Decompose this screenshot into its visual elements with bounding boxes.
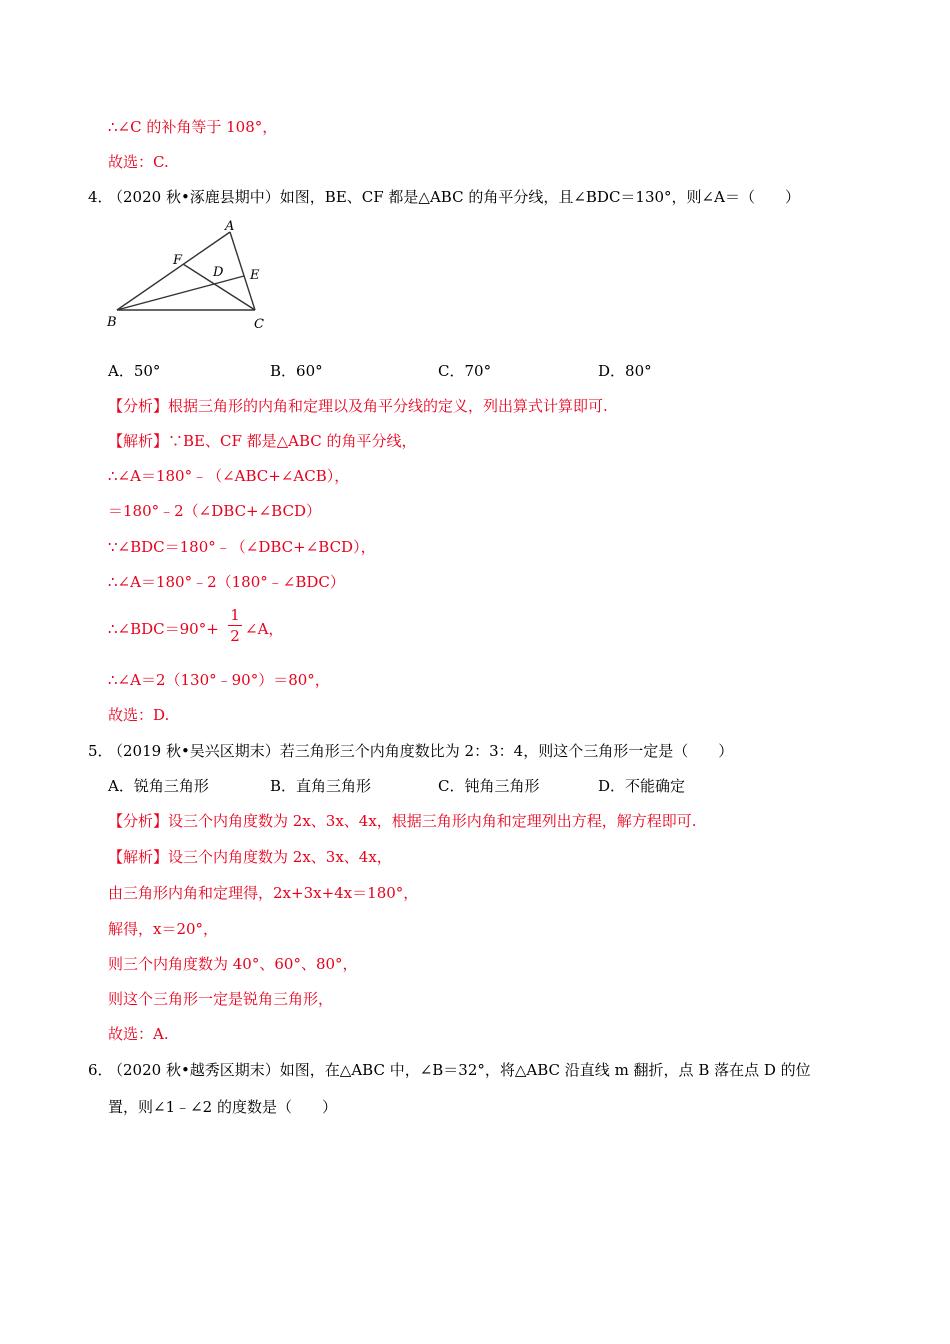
bisector-be [117, 276, 244, 310]
fraction-one-half [228, 606, 242, 645]
label-b: B [107, 315, 117, 330]
prev-choice-line: 故选：C. [108, 153, 169, 171]
question-6-stem-line-1: （2020 秋•越秀区期末）如图，在△ABC 中，∠B＝32°，将△ABC 沿直线 m 翻折，点 B 落在点 D 的位 [108, 1061, 811, 1079]
q5-option-c: C．钝角三角形 [438, 777, 540, 795]
q4-solution-line-4: ∵∠BDC＝180°﹣（∠DBC+∠BCD）， [108, 538, 376, 556]
q4-choice: 故选：D. [108, 706, 170, 724]
q4-analysis: 【分析】根据三角形的内角和定理以及角平分线的定义，列出算式计算即可. [108, 397, 608, 415]
q5-solution-line-2: 由三角形内角和定理得，2x+3x+4x＝180°， [108, 884, 419, 902]
q4-solution-line-1: 【解析】∵BE、CF 都是△ABC 的角平分线， [108, 432, 417, 450]
q4-solution-line-5: ∴∠A＝180°﹣2（180°﹣∠BDC） [108, 573, 345, 591]
fraction-numerator: 1 [230, 606, 240, 624]
label-a: A [225, 219, 235, 234]
label-e: E [250, 268, 260, 283]
question-6-number: 6． [88, 1061, 113, 1079]
prev-answer-line: ∴∠C 的补角等于 108°， [108, 118, 278, 136]
label-f: F [173, 253, 183, 268]
q5-analysis: 【分析】设三个内角度数为 2x、3x、4x，根据三角形内角和定理列出方程，解方程即可. [108, 812, 697, 830]
q5-solution-line-1: 【解析】设三个内角度数为 2x、3x、4x， [108, 848, 392, 866]
question-4-number: 4． [88, 188, 113, 206]
label-c: C [254, 317, 264, 332]
q5-solution-line-3: 解得，x＝20°， [108, 920, 219, 938]
q4-option-b: B．60° [270, 362, 323, 380]
label-d: D [213, 265, 224, 280]
q4-fraction-line-post: ∠A， [245, 620, 284, 638]
triangle-figure [100, 212, 280, 337]
q4-solution-line-7: ∴∠A＝2（130°﹣90°）＝80°， [108, 671, 330, 689]
q5-solution-line-4: 则三个内角度数为 40°、60°、80°， [108, 955, 358, 973]
q4-option-a: A．50° [108, 362, 161, 380]
fraction-bar [228, 625, 242, 626]
q5-choice: 故选：A. [108, 1025, 169, 1043]
q4-fraction-line-pre: ∴∠BDC＝90°+ [108, 620, 219, 638]
q4-option-c: C．70° [438, 362, 492, 380]
q5-solution-line-5: 则这个三角形一定是锐角三角形， [108, 990, 334, 1008]
question-4-stem: （2020 秋•涿鹿县期中）如图，BE、CF 都是△ABC 的角平分线，且∠BDC＝130°，则∠A＝（ ） [108, 188, 800, 206]
fraction-denominator: 2 [230, 627, 240, 645]
q5-option-b: B．直角三角形 [270, 777, 372, 795]
q5-option-d: D．不能确定 [598, 777, 686, 795]
question-6-stem-line-2: 置，则∠1﹣∠2 的度数是（ ） [108, 1098, 337, 1116]
q4-solution-line-2: ∴∠A＝180°﹣（∠ABC+∠ACB）， [108, 467, 350, 485]
q4-solution-line-3: ＝180°﹣2（∠DBC+∠BCD） [108, 502, 321, 520]
question-5-stem: （2019 秋•吴兴区期末）若三角形三个内角度数比为 2：3：4，则这个三角形一定是（ ） [108, 742, 734, 760]
q4-option-d: D．80° [598, 362, 652, 380]
q5-option-a: A．锐角三角形 [108, 777, 209, 795]
question-5-number: 5． [88, 742, 113, 760]
